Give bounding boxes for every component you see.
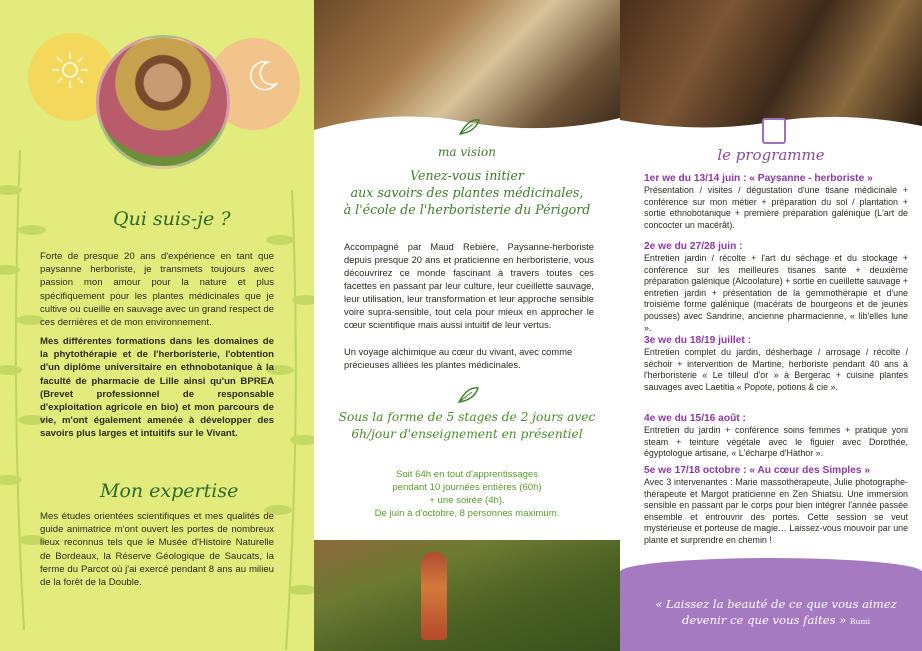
info-line-4: De juin à d'octobre, 8 personnes maximum. — [374, 508, 560, 519]
about-paragraph-2: Mes différentes formations dans les domaines de la phytothérapie et de l'herboristerie, l'obtention d'un diplôme universitaire en ethnobotanique à la faculté de pharmacie de Lille ainsi qu'un BPREA (Brevet professionnel de responsable d'exploitation agricole en bio) et mon parcours de vie, m'ont également amenée à développer des savoirs plus larges et intuitifs sur le Vivant. — [40, 336, 274, 440]
about-heading: Qui suis-je ? — [113, 208, 231, 230]
quote-signature: Rumi — [850, 617, 871, 626]
program-we4 — [644, 412, 908, 460]
about-paragraph-1: Forte de presque 20 ans d'expérience en tant que paysanne herboriste, je transmets toujours avec passion mon amour pour la nature et plus spécifiquement pour les plantes médicinales que je cultive ou cueille en sauvage avec un grand respect de ces dernières et de mon environnement. — [40, 251, 274, 329]
we2-body: Entretien jardin / récolte + l'art du séchage et du stockage + conférence sur les meilleures tisanes santé + deuxième préparation galénique (Alcoolature) + sortie en cueillette sauvage + entretien jardin + présentation de la gemmothérapie et d'une troisième forme galénique (macérats de bourgeons et de jeunes pousses) avec Sandrine, ancienne pharmacienne, « lib'elles lune ». — [644, 253, 908, 333]
garden-photo — [314, 540, 620, 651]
vision-column — [314, 0, 620, 651]
leaf-icon — [457, 116, 481, 138]
vision-label: ma vision — [438, 145, 496, 159]
program-we2 — [644, 240, 908, 334]
stages-line-1: Sous la forme de 5 stages de 2 jours avec — [338, 410, 596, 424]
we5-body: Avec 3 intervenantes : Marie massothérapeute, Julie photographe-thérapeute et Margot praticienne en Zen Shiatsu. Une immersion sensible en passant par le corps pour bien intégrer l'année passée ensemble et entrouvrir des portes. Cette session se veut mystérieuse et porteuse de magie… Laissez-vous mouvoir par une plante et surprendre en chemin ! — [644, 477, 908, 545]
expertise-heading: Mon expertise — [100, 480, 239, 502]
expertise-paragraph: Mes études orientées scientifiques et mes qualités de guide animatrice m'ont ouvert les portes de nombreux lieux reconnus tels que le Musée d'Histoire Naturelle de Bordeaux, la Réserve Géologique de Saucats, la ferme du Parcot où j'ai exercé pendant 8 ans au milieu de la forêt de la Double. — [40, 511, 274, 589]
stages-line-2: 6h/jour d'enseignement en présentiel — [351, 427, 583, 441]
program-title: le programme — [717, 146, 825, 164]
quote — [638, 596, 914, 630]
about-column — [0, 0, 314, 651]
info-line-1: Soit 64h en tout d'apprentissages — [395, 469, 539, 480]
quote-line-2: devenir ce que vous faites » — [681, 613, 847, 627]
vision-body-2: Un voyage alchimique au cœur du vivant, avec comme précieuses alliées les plantes médicinales. — [344, 346, 573, 370]
we4-body: Entretien du jardin + conférence soins femmes + pratique yoni steam + teinture végétale avec le figuier avec Dorothée, égyptologue artisane, « L'écharpe d'Hathor ». — [644, 425, 908, 459]
portrait-photo — [96, 35, 230, 169]
program-we1 — [644, 172, 908, 231]
leaf-icon-2 — [456, 384, 480, 406]
headline-line-1: Venez-vous initier — [410, 168, 524, 183]
info-line-3: + une soirée (4h). — [429, 495, 505, 506]
jar-icon — [762, 118, 786, 144]
person-in-garden — [421, 552, 447, 640]
we1-heading: 1er we du 13/14 juin : « Paysanne - herboriste » — [644, 173, 873, 184]
sun-icon — [50, 50, 90, 90]
moon-icon — [246, 58, 280, 92]
we3-body: Entretien complet du jardin, désherbage / arrosage / récolte / séchoir + intervention de Martine, herboriste pendant 40 ans à l'herboristerie « Le tilleul d'or » à Bergerac + cuisine plantes sauvages avec Laetitia « Popote, potions & cie ». — [644, 347, 908, 392]
headline-line-2: aux savoirs des plantes médicinales, — [350, 185, 584, 200]
info-line-2: pendant 10 journées entières (60h) — [392, 482, 542, 493]
we2-heading: 2e we du 27/28 juin : — [644, 241, 743, 252]
we5-heading: 5e we 17/18 octobre : « Au cœur des Simples » — [644, 465, 871, 476]
we3-heading: 3e we du 18/19 juillet : — [644, 335, 752, 346]
program-we3 — [644, 334, 908, 393]
quote-line-1: « Laissez la beauté de ce que vous aimez — [655, 597, 897, 611]
program-we5 — [644, 464, 908, 547]
vision-body-1: Accompagné par Maud Rebière, Paysanne-herboriste depuis presque 20 ans et praticienne en herboristerie, vous découvrirez ce monde fascinant à travers toutes ces facettes en passant par leur culture, leur cueillette sauvage, leur utilisation, leur transformation et leur approche sensible voire supra-sensible, tout cela pour mieux en approcher le cœur scientifique mais aussi intuitif de leur vertus. — [344, 241, 594, 330]
we1-body: Présentation / visites / dégustation d'une tisane médicinale + conférence sur mon métier + préparation du sol / plantation + sortie ethnobotanique + première préparation galénique (L'art de concocter un macérât). — [644, 185, 908, 230]
headline-line-3: à l'école de l'herboristerie du Périgord — [343, 202, 591, 217]
program-column — [620, 0, 922, 651]
we4-heading: 4e we du 15/16 août : — [644, 413, 746, 424]
